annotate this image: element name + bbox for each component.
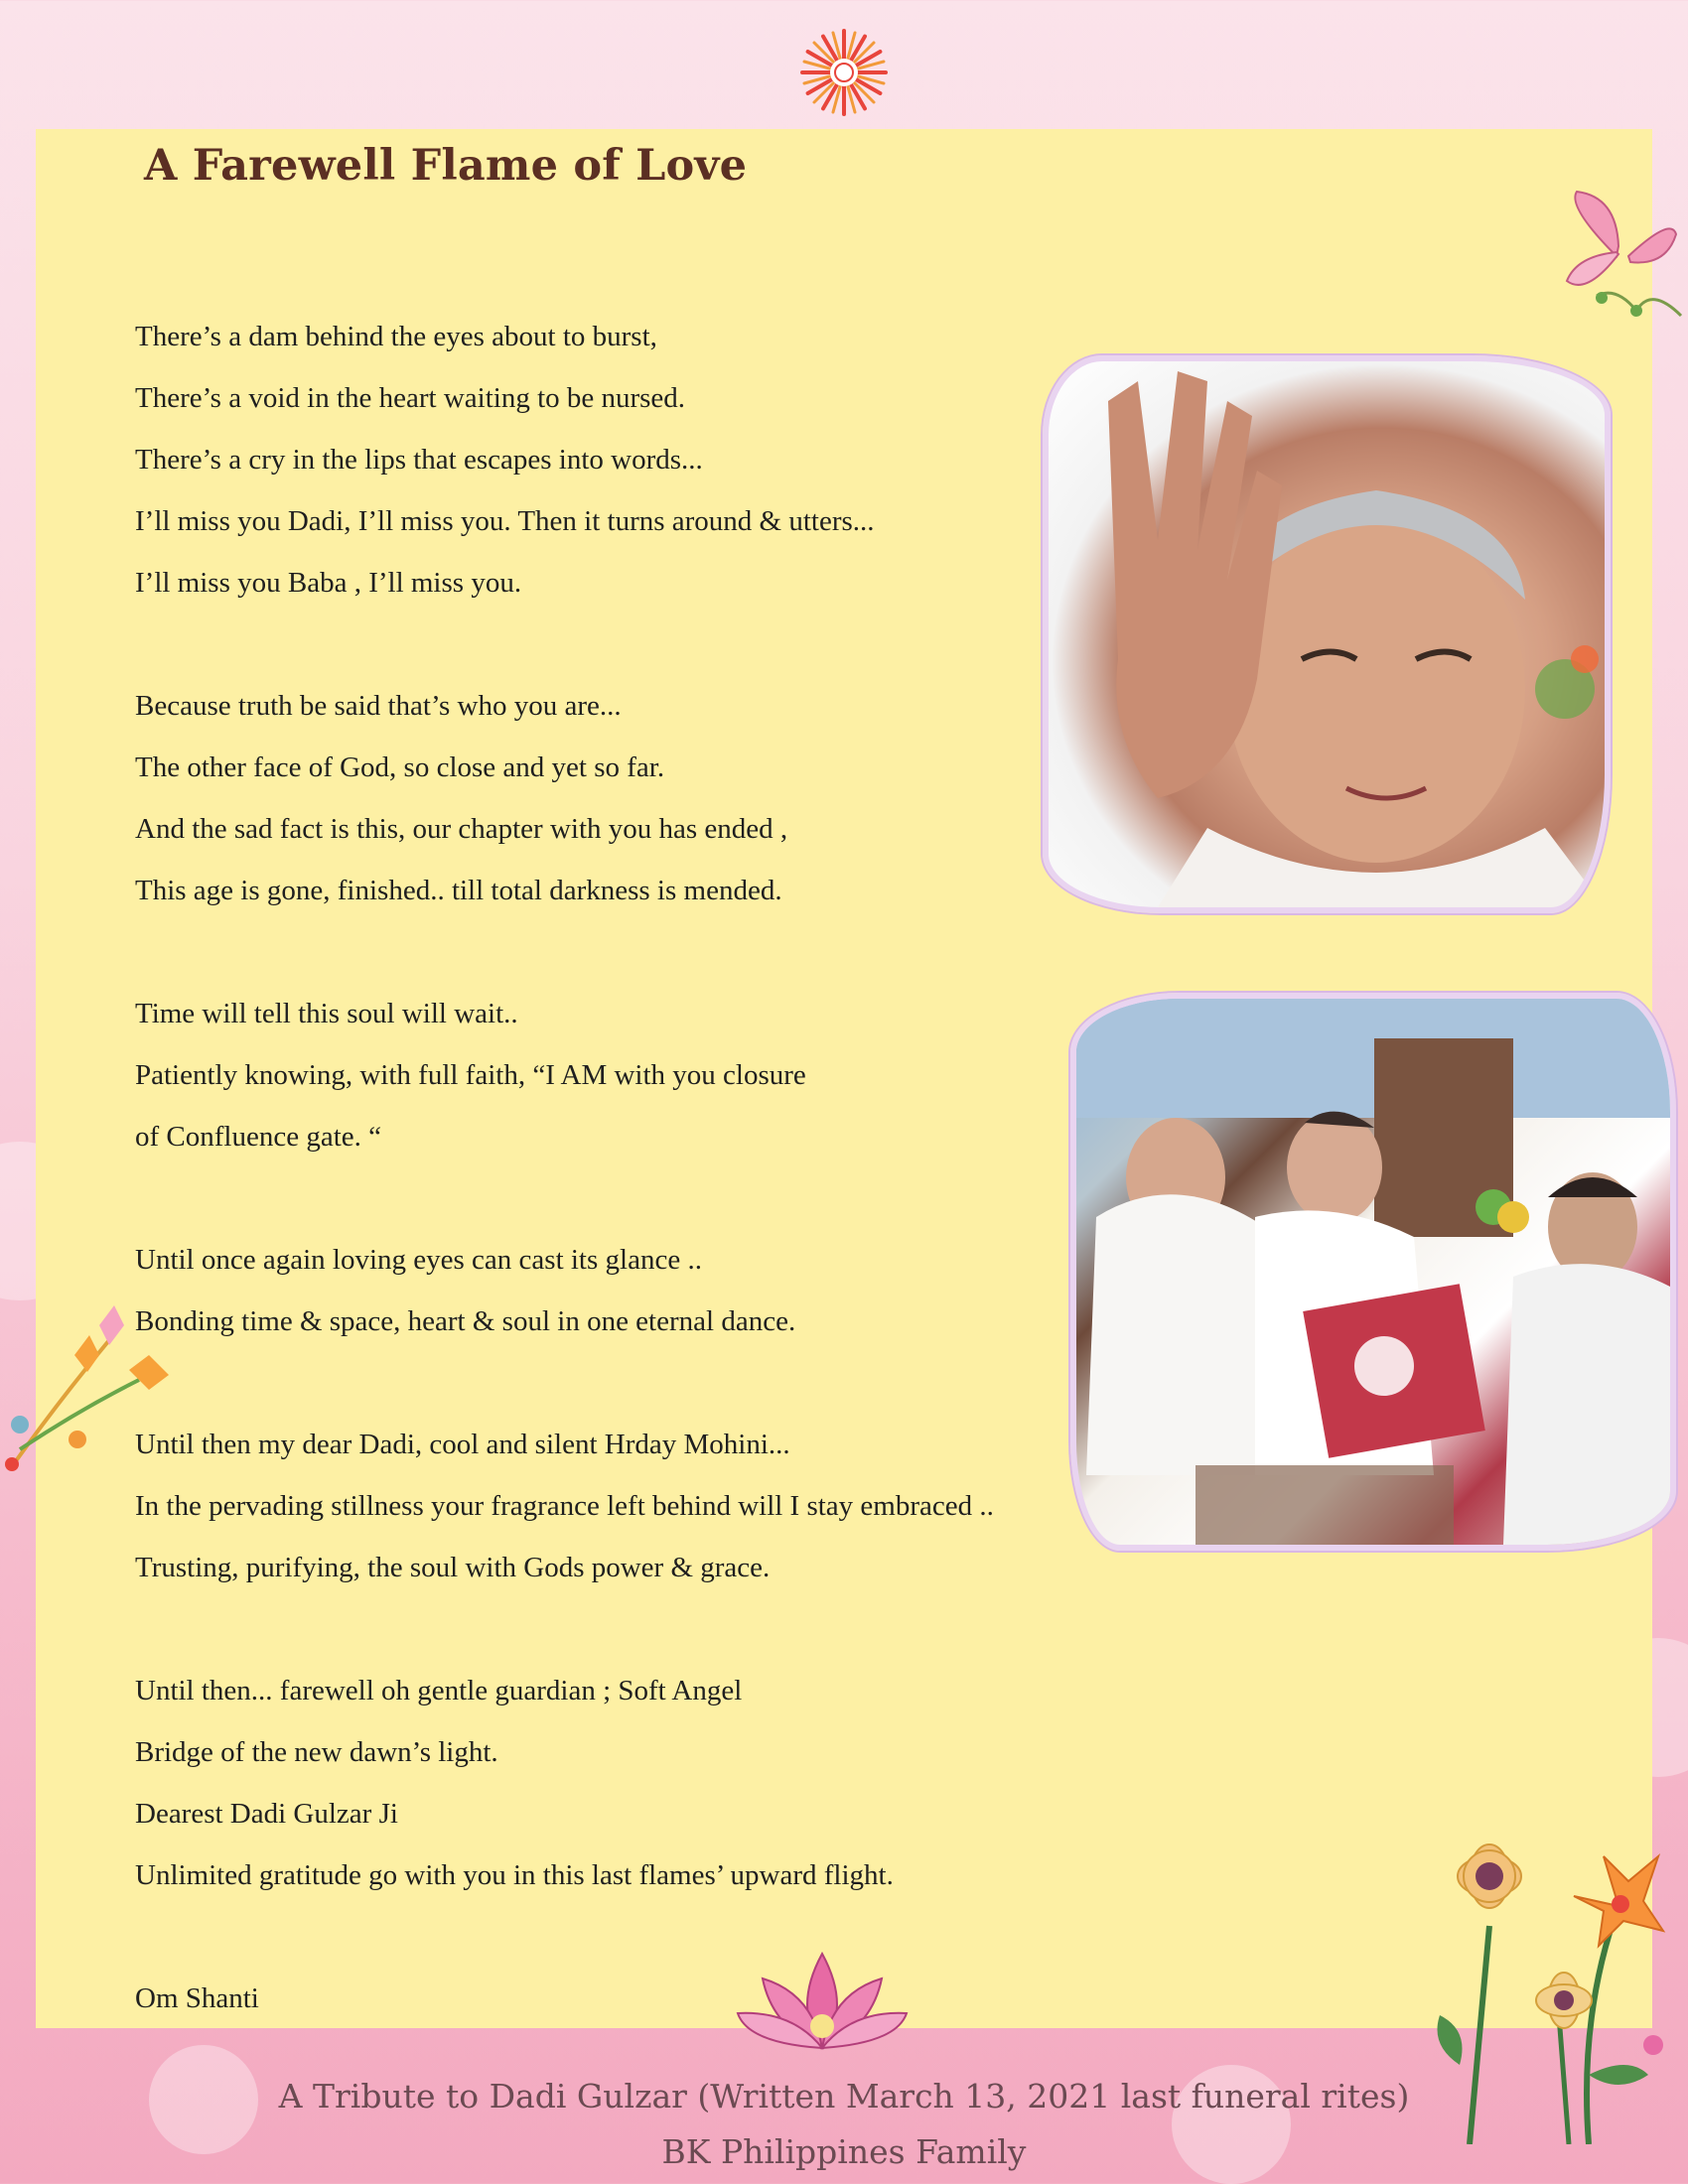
poem-line: Dearest Dadi Gulzar Ji — [135, 1798, 398, 1830]
butterfly-icon — [1557, 187, 1686, 326]
footer-tribute: A Tribute to Dadi Gulzar (Written March 13, 2021 last funeral rites) — [278, 2077, 1410, 2116]
poem-line: I’ll miss you Baba , I’ll miss you. — [135, 567, 522, 599]
sun-emblem-icon — [799, 28, 889, 117]
lotus-icon — [733, 1949, 912, 2058]
poem-line: Om Shanti — [135, 1982, 259, 2014]
poem-line: There’s a dam behind the eyes about to burst, — [135, 321, 657, 352]
poem-line: Unlimited gratitude go with you in this last flames’ upward flight. — [135, 1859, 894, 1891]
poem-line: Bonding time & space, heart & soul in one eternal dance. — [135, 1305, 796, 1337]
poem-line: This age is gone, finished.. till total darkness is mended. — [135, 875, 782, 906]
poem-line: I’ll miss you Dadi, I’ll miss you. Then it turns around & utters... — [135, 505, 875, 537]
poem-body — [135, 306, 1178, 2029]
poem-line: Trusting, purifying, the soul with Gods power & grace. — [135, 1552, 771, 1583]
poem-line: of Confluence gate. “ — [135, 1121, 382, 1153]
poem-line: Time will tell this soul will wait.. — [135, 998, 518, 1029]
stanza-gap — [135, 1906, 1178, 1968]
poem-line: There’s a void in the heart waiting to be nursed. — [135, 382, 686, 414]
stanza-gap — [135, 1598, 1178, 1660]
poem-line: Until then... farewell oh gentle guardian ; Soft Angel — [135, 1675, 743, 1706]
poem-line: The other face of God, so close and yet so far. — [135, 751, 665, 783]
group-photo — [1070, 993, 1676, 1551]
poem-line: Bridge of the new dawn’s light. — [135, 1736, 498, 1768]
poem-line: Because truth be said that’s who you are... — [135, 690, 622, 722]
poem-line: In the pervading stillness your fragrance left behind will I stay embraced .. — [135, 1490, 994, 1522]
portrait-photo — [1043, 355, 1611, 913]
stanza-gap — [135, 921, 1178, 983]
stanza-gap — [135, 1167, 1178, 1229]
poem-line: Patiently knowing, with full faith, “I AM with you closure — [135, 1059, 806, 1091]
poem-line: Until once again loving eyes can cast its glance .. — [135, 1244, 702, 1276]
footer-family: BK Philippines Family — [661, 2132, 1027, 2171]
stanza-gap — [135, 614, 1178, 675]
poem-line: And the sad fact is this, our chapter with you has ended , — [135, 813, 788, 845]
stanza-gap — [135, 1352, 1178, 1414]
poem-line: There’s a cry in the lips that escapes into words... — [135, 444, 703, 476]
flower-spray-icon — [0, 1300, 174, 1479]
page-title: A Farewell Flame of Love — [144, 141, 748, 191]
poem-line: Until then my dear Dadi, cool and silent Hrday Mohini... — [135, 1429, 790, 1460]
